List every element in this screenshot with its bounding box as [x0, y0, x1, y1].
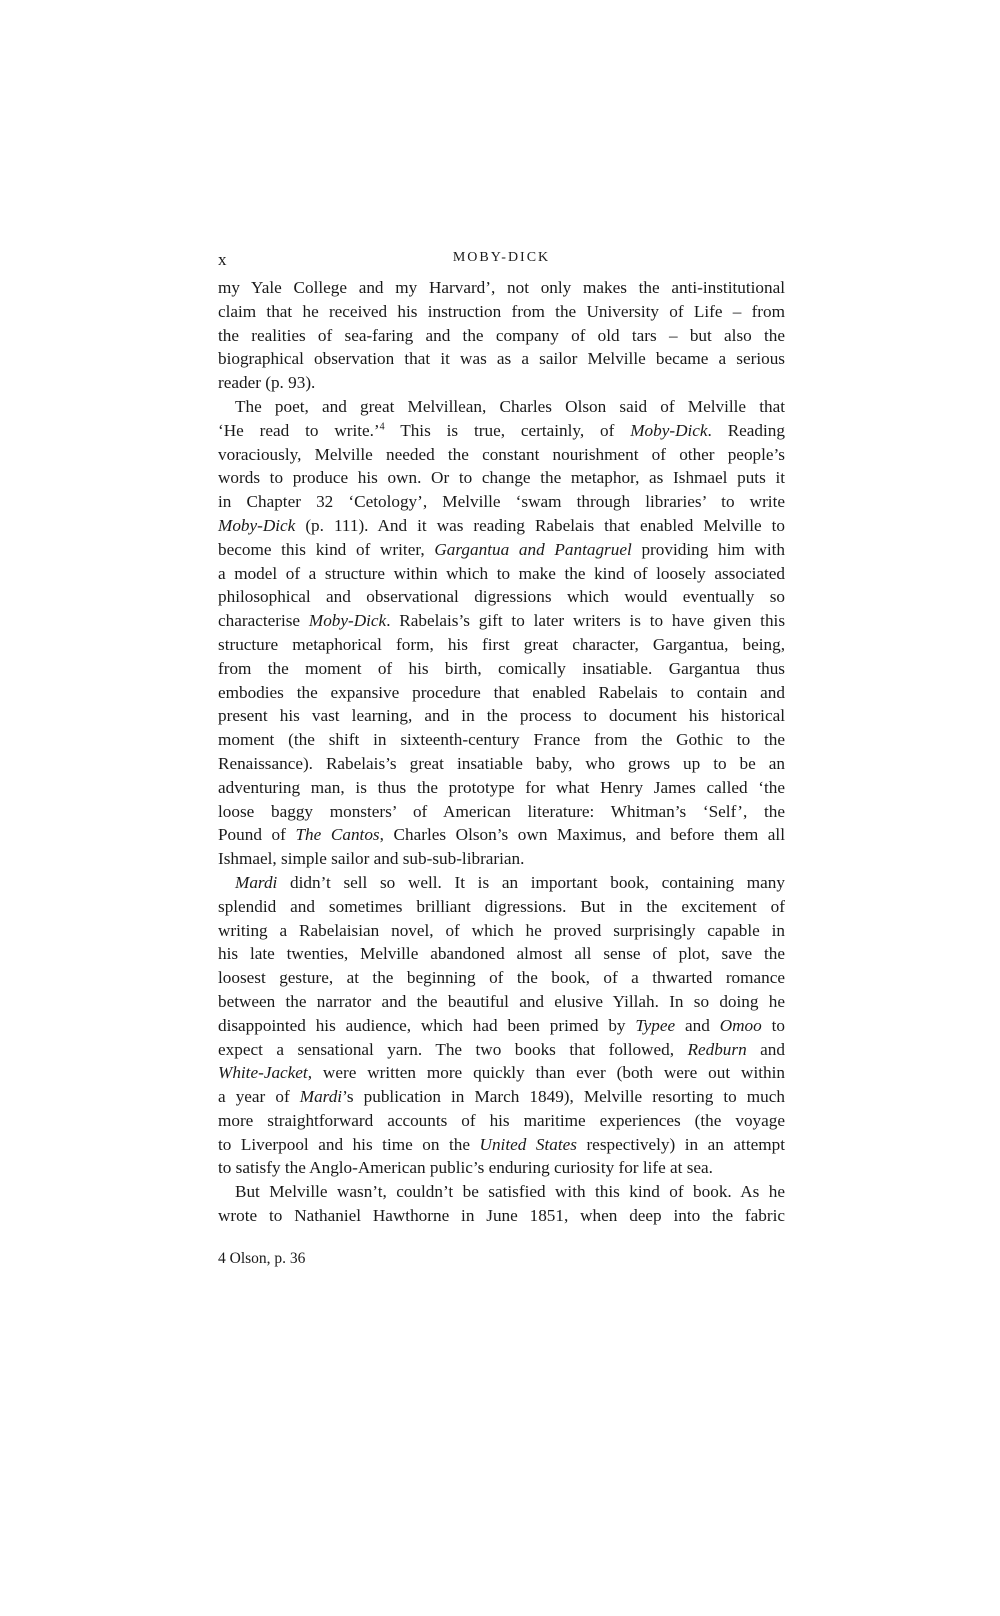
footnote-marker: 4: [379, 421, 385, 433]
italic-title: The Cantos: [295, 825, 380, 845]
text-run: a model of a structure within which to make the kind of loosely associated: [218, 563, 785, 583]
text-line: [218, 1085, 785, 1109]
text-run: didn’t sell so well. It is an important book, containing many: [277, 872, 785, 892]
text-line: [218, 562, 785, 586]
text-line: [218, 942, 785, 966]
text-run: structure metaphorical form, his first great character, Gargantua, being,: [218, 634, 785, 654]
text-run: become this kind of writer,: [218, 539, 435, 559]
italic-title: Mardi: [299, 1087, 343, 1107]
text-line: [218, 847, 785, 871]
text-run: moment (the shift in sixteenth-century France from the Gothic to the: [218, 730, 785, 750]
text-line: [218, 1038, 785, 1062]
text-run: philosophical and observational digressions which would eventually so: [218, 587, 785, 607]
text-run: in Chapter 32 ‘Cetology’, Melville ‘swam through libraries’ to write: [218, 492, 785, 512]
italic-title: Moby-Dick: [218, 515, 296, 535]
text-run: But Melville wasn’t, couldn’t be satisfied with this kind of book. As he: [235, 1182, 785, 1202]
text-run: Renaissance). Rabelais’s great insatiable baby, who grows up to be an: [218, 753, 785, 773]
text-run: wrote to Nathaniel Hawthorne in June 1851, when deep into the fabric: [218, 1206, 785, 1226]
text-line: [218, 823, 785, 847]
text-run: characterise: [218, 611, 309, 631]
text-run: providing him with: [631, 539, 786, 559]
text-run: present his vast learning, and in the process to document his historical: [218, 706, 785, 726]
text-run: embodies the expansive procedure that enabled Rabelais to contain and: [218, 682, 785, 702]
text-line: [218, 371, 785, 395]
text-run: disappointed his audience, which had been primed by: [218, 1015, 636, 1035]
italic-title: Omoo: [719, 1015, 762, 1035]
text-run: voraciously, Melville needed the constant nourishment of other people’s: [218, 444, 785, 464]
text-line: [218, 490, 785, 514]
text-line: [218, 633, 785, 657]
text-run: Ishmael, simple sailor and sub-sub-librarian.: [218, 849, 525, 869]
text-line: [218, 395, 785, 419]
text-run: claim that he received his instruction from the University of Life – from: [218, 301, 785, 321]
italic-title: White-Jacket: [218, 1063, 308, 1083]
text-run: Pound of: [218, 825, 296, 845]
text-run: more straightforward accounts of his maritime experiences (the voyage: [218, 1110, 785, 1130]
text-run: ’s publication in March 1849), Melville resorting to much: [342, 1087, 785, 1107]
text-run: from the moment of his birth, comically insatiable. Gargantua thus: [218, 658, 785, 678]
text-run: the realities of sea-faring and the company of old tars – but also the: [218, 325, 785, 345]
page-header: [218, 246, 785, 276]
running-title: MOBY-DICK: [452, 250, 551, 265]
text-run: ‘He read to write.’: [218, 420, 380, 440]
text-run: a year of: [218, 1087, 300, 1107]
text-line: [218, 276, 785, 300]
text-run: (p. 111). And it was reading Rabelais that enabled Melville to: [295, 515, 785, 535]
text-run: and: [746, 1039, 785, 1059]
text-line: [218, 1014, 785, 1038]
text-line: [218, 443, 785, 467]
text-run: my Yale College and my Harvard’, not only makes the anti-institutional: [218, 278, 785, 297]
text-run: respectively) in an attempt: [576, 1134, 785, 1154]
text-run: splendid and sometimes brilliant digressions. But in the excitement of: [218, 896, 785, 916]
text-line: [218, 681, 785, 705]
text-run: loosest gesture, at the beginning of the book, of a thwarted romance: [218, 968, 785, 988]
italic-title: Moby-Dick: [308, 611, 387, 631]
page-number: x: [218, 250, 227, 269]
text-line: [218, 776, 785, 800]
text-line: [218, 1156, 785, 1180]
italic-title: Moby-Dick: [630, 420, 708, 440]
text-line: [218, 990, 785, 1014]
text-run: . Rabelais’s gift to later writers is to have given this: [386, 611, 786, 631]
text-run: words to produce his own. Or to change the metaphor, as Ishmael puts it: [218, 468, 785, 488]
text-run: The poet, and great Melvillean, Charles Olson said of Melville that: [235, 396, 785, 416]
text-line: [218, 657, 785, 681]
text-run: biographical observation that it was as a sailor Melville became a serious: [218, 349, 785, 369]
italic-title: Redburn: [687, 1039, 747, 1059]
text-line: [218, 300, 785, 324]
text-line: [218, 1204, 785, 1228]
text-line: [218, 466, 785, 490]
text-run: , were written more quickly than ever (both were out within: [307, 1063, 785, 1083]
italic-title: United States: [479, 1134, 577, 1154]
text-line: [218, 800, 785, 824]
text-line: [218, 1180, 785, 1204]
text-line: [218, 585, 785, 609]
footnote: 4 Olson, p. 36: [218, 1249, 306, 1267]
text-line: [218, 324, 785, 348]
text-line: [218, 895, 785, 919]
text-run: writing a Rabelaisian novel, of which he proved surprisingly capable in: [218, 920, 785, 940]
text-line: [218, 1109, 785, 1133]
body-text: [218, 276, 785, 1228]
text-run: This is true, certainly, of: [384, 420, 631, 440]
text-run: loose baggy monsters’ of American literature: Whitman’s ‘Self’, the: [218, 801, 785, 821]
text-line: [218, 1061, 785, 1085]
text-line: [218, 728, 785, 752]
text-line: [218, 1133, 785, 1157]
text-line: [218, 347, 785, 371]
italic-title: Gargantua and Pantagruel: [434, 539, 632, 559]
text-line: [218, 704, 785, 728]
text-line: [218, 919, 785, 943]
text-run: expect a sensational yarn. The two books that followed,: [218, 1039, 688, 1059]
text-line: [218, 752, 785, 776]
italic-title: Mardi: [235, 872, 278, 892]
text-line: [218, 871, 785, 895]
text-run: to satisfy the Anglo-American public’s enduring curiosity for life at sea.: [218, 1158, 713, 1178]
text-run: between the narrator and the beautiful and elusive Yillah. In so doing he: [218, 991, 785, 1011]
text-run: to: [761, 1015, 785, 1035]
text-line: [218, 609, 785, 633]
text-run: his late twenties, Melville abandoned almost all sense of plot, save the: [218, 944, 785, 964]
text-line: [218, 514, 785, 538]
text-run: to Liverpool and his time on the: [218, 1134, 480, 1154]
text-run: , Charles Olson’s own Maximus, and before them all: [379, 825, 785, 845]
text-line: [218, 966, 785, 990]
text-run: . Reading: [707, 420, 785, 440]
text-line: [218, 419, 785, 443]
text-run: adventuring man, is thus the prototype for what Henry James called ‘the: [218, 777, 785, 797]
text-run: and: [675, 1015, 720, 1035]
text-run: reader (p. 93).: [218, 373, 316, 393]
italic-title: Typee: [635, 1015, 676, 1035]
book-page: [218, 246, 785, 1268]
text-line: [218, 538, 785, 562]
